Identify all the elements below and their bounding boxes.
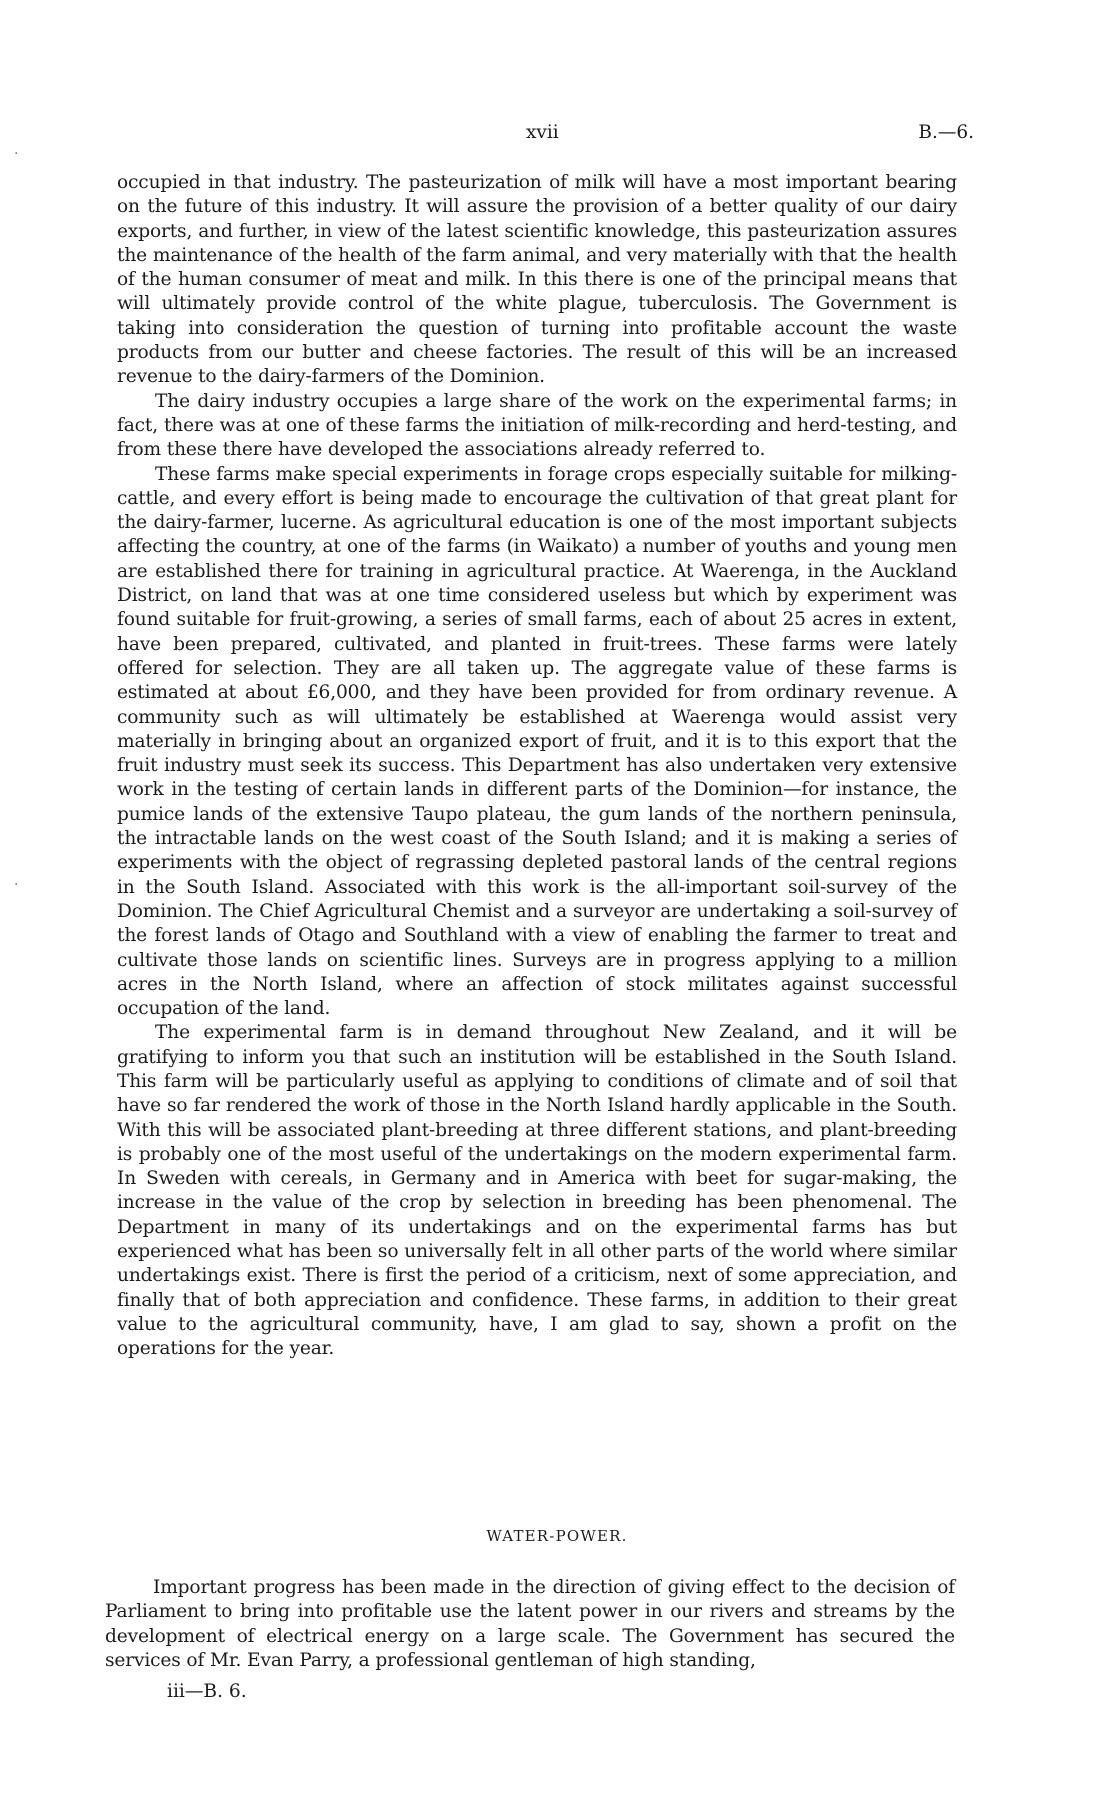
paragraph-2: The dairy industry occupies a large share of the work on the experimental farms; in fact, there was at one of these farms the initiation of milk-recording and herd-testing, and from these there have developed the associations already referred to. — [117, 390, 957, 461]
signature-mark: iii—B. 6. — [167, 1681, 247, 1702]
paragraph-1: occupied in that industry. The pasteurization of milk will have a most important bearing on the future of this industry. It will assure the provision of a better quality of our dairy exports, and further, in view of the latest scientific knowledge, this pasteurization assures the maintenance of the health of the farm animal, and very materially with that the health of the human consumer of meat and milk. In this there is one of the principal means that will ultimately provide control of the white plague, tuberculosis. The Government is taking into consideration the question of turning into profitable account the waste products from our butter and cheese factories. The result of this will be an increased revenue to the dairy-farmers of the Dominion. — [117, 172, 957, 388]
page-number: xvii — [526, 122, 559, 143]
margin-mark-icon: · — [14, 146, 19, 162]
section-heading: WATER-POWER. — [486, 1527, 628, 1545]
paragraph-3: These farms make special experiments in forage crops especially suitable for milking-cattle, and every effort is being made to encourage the cultivation of that great plant for the dairy-farmer, lucerne. As agricultural education is one of the most important subjects affecting the country, at one of the farms (in Waikato) a number of youths and young men are established there for training in agricultural practice. At Waerenga, in the Auckland District, on land that was at one time considered useless but which by experiment was found suitable for fruit-growing, a series of small farms, each of about 25 acres in extent, have been prepared, cultivated, and planted in fruit-trees. These farms were lately offered for selection. They are all taken up. The aggregate value of these farms is estimated at about £6,000, and they have been provided for from ordinary revenue. A community such as will ultimately be established at Waerenga would assist very materially in bringing about an organized export of fruit, and it is to this export that the fruit industry must seek its success. This Department has also undertaken very extensive work in the testing of certain lands in different parts of the Dominion—for instance, the pumice lands of the extensive Taupo plateau, the gum lands of the northern peninsula, the intractable lands on the west coast of the South Island; and it is making a series of experiments with the object of regrassing depleted pastoral lands of the central regions in the South Island. Associated with this work is the all-important soil-survey of the Dominion. The Chief Agricultural Chemist and a surveyor are undertaking a soil-survey of the forest lands of Otago and Southland with a view of enabling the farmer to treat and cultivate those lands on scientific lines. Surveys are in progress applying to a million acres in the North Island, where an affection of stock militates against successful occupation of the land. — [117, 463, 957, 1020]
page-header — [0, 122, 1114, 148]
body-text — [117, 171, 957, 1362]
section-paragraph: Important progress has been made in the direction of giving effect to the decision of Parliament to bring into profitable use the latent power in our rivers and streams by the development of electrical energy on a large scale. The Government has secured the services of Mr. Evan Parry, a professional gentleman of high standing, — [105, 1577, 955, 1671]
document-reference: B.—6. — [918, 122, 974, 143]
margin-mark-icon: · — [14, 877, 19, 893]
section-body — [105, 1576, 955, 1673]
paragraph-4: The experimental farm is in demand throughout New Zealand, and it will be gratifying to inform you that such an institution will be established in the South Island. This farm will be particularly useful as applying to conditions of climate and of soil that have so far rendered the work of those in the North Island hardly applicable in the South. With this will be associated plant-breeding at three different stations, and plant-breeding is probably one of the most useful of the undertakings on the modern experimental farm. In Sweden with cereals, in Germany and in America with beet for sugar-making, the increase in the value of the crop by selection in breeding has been phenomenal. The Department in many of its undertakings and on the experimental farms has but experienced what has been so universally felt in all other parts of the world where similar undertakings exist. There is first the period of a criticism, next of some appreciation, and finally that of both appreciation and confidence. These farms, in addition to their great value to the agricultural community, have, I am glad to say, shown a profit on the operations for the year. — [117, 1022, 957, 1360]
